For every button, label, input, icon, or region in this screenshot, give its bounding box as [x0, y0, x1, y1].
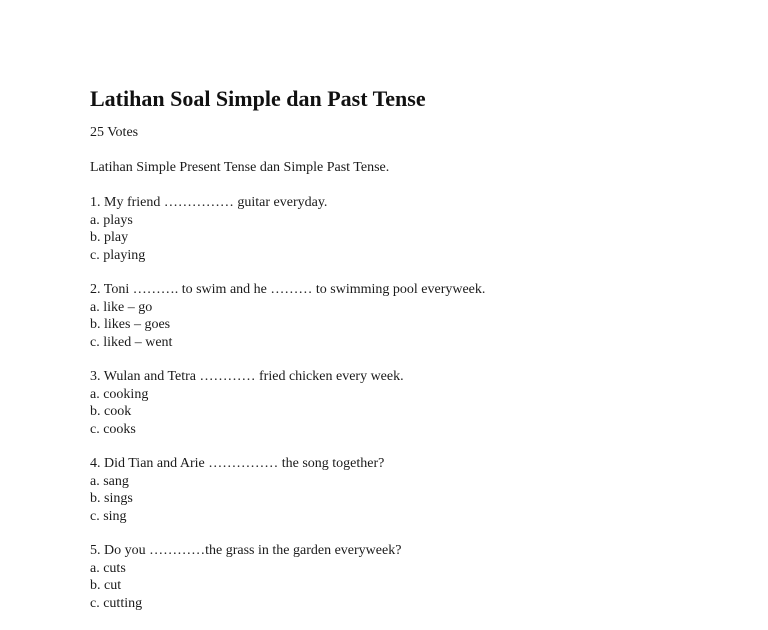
intro-text: Latihan Simple Present Tense dan Simple Past Tense.: [90, 160, 390, 175]
option-a: a. like – go: [90, 299, 153, 315]
option-c: c. cutting: [90, 595, 143, 611]
document-page: [90, 84, 730, 629]
question-3: [90, 368, 730, 438]
option-a: a. cooking: [90, 386, 149, 402]
document-title: Latihan Soal Simple dan Past Tense: [90, 86, 426, 111]
option-b: b. cut: [90, 578, 122, 593]
question-4: [90, 455, 730, 525]
question-text: 1. My friend …………… guitar everyday.: [90, 195, 328, 210]
question-text: 3. Wulan and Tetra ………… fried chicken every week.: [90, 369, 404, 384]
option-a: a. cuts: [90, 560, 126, 576]
option-c: c. liked – went: [90, 334, 173, 350]
option-c: c. playing: [90, 247, 146, 263]
option-c: c. sing: [90, 508, 127, 524]
question-text: 2. Toni ………. to swim and he ……… to swimming pool everyweek.: [90, 282, 486, 297]
question-2: [90, 281, 730, 351]
question-text: 5. Do you …………the grass in the garden everyweek?: [90, 543, 402, 558]
option-a: a. sang: [90, 473, 129, 489]
option-b: b. likes – goes: [90, 317, 171, 332]
option-c: c. cooks: [90, 421, 136, 437]
option-b: b. cook: [90, 404, 132, 419]
question-1: [90, 194, 730, 264]
question-text: 4. Did Tian and Arie …………… the song together?: [90, 456, 385, 471]
option-b: b. play: [90, 230, 129, 245]
votes-count: 25 Votes: [90, 125, 139, 140]
option-b: b. sings: [90, 491, 133, 506]
option-a: a. plays: [90, 212, 133, 228]
question-5: [90, 542, 730, 612]
